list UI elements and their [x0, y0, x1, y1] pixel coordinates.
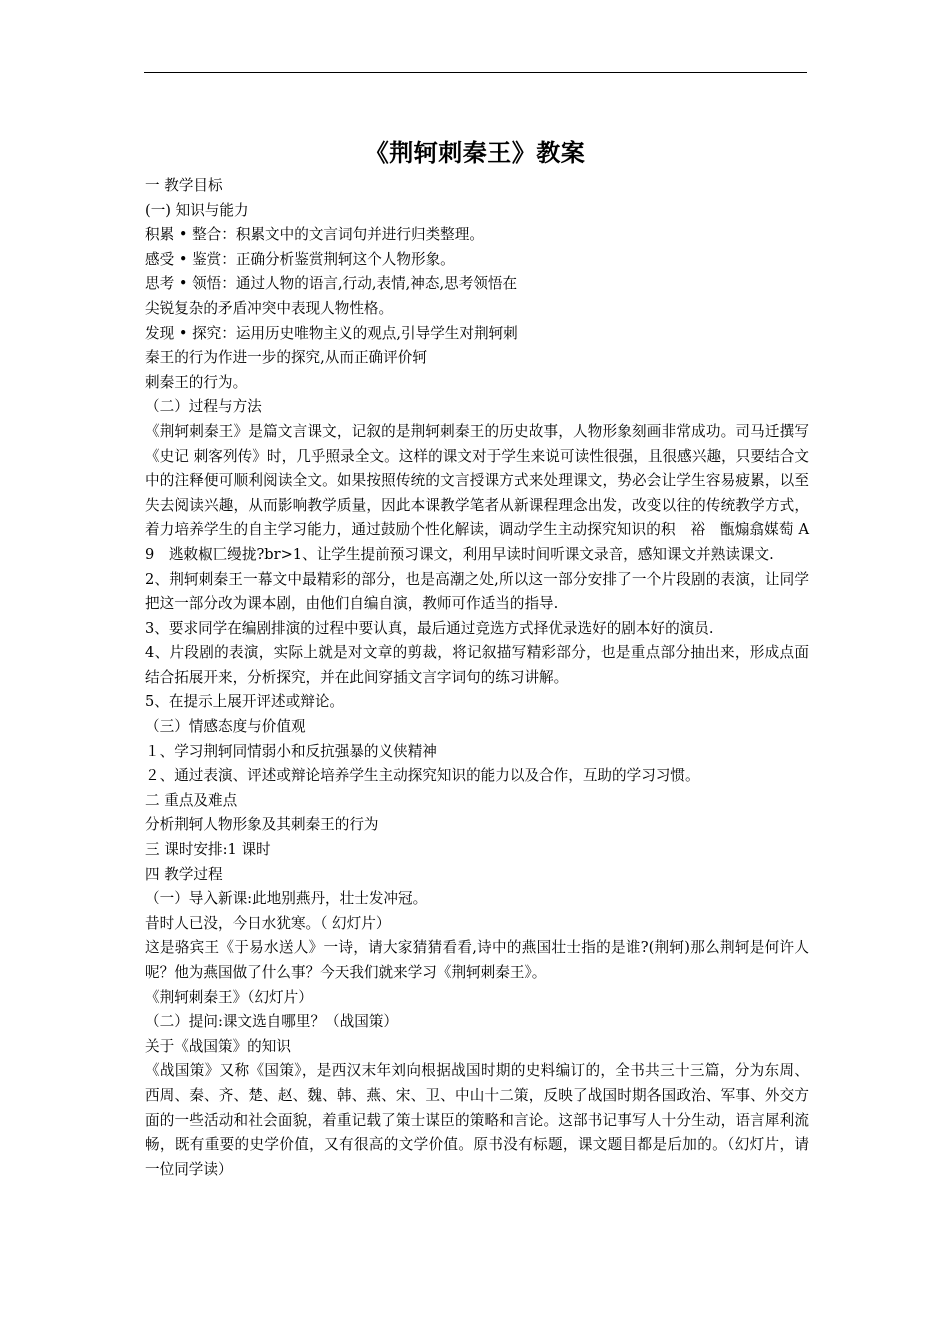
text-line: 秦王的行为作进一步的探究,从而正确评价轲	[145, 349, 427, 367]
text-line: 5、在提示上展开评述或辩论。	[145, 693, 345, 711]
text-line: （二）提问:课文选自哪里？（战国策）	[145, 1013, 399, 1031]
text-line: 思考 • 领悟：通过人物的语言,行动,表情,神态,思考领悟在	[145, 275, 518, 293]
paragraph-item-2: 2、荆轲刺秦王一幕文中最精彩的部分，也是高潮之处,所以这一部分安排了一个片段剧的表演，让同学把这一部分改为课本剧，由他们自编自演，教师可作适当的指导.	[145, 570, 809, 613]
paragraph-zhanguoce: 《战国策》又称《国策》，是西汉末年刘向根据战国时期的史料编订的，全书共三十三篇，分为东周、西周、秦、齐、楚、赵、魏、韩、燕、宋、卫、中山十二策，反映了战国时期各国政治、军事、外交方面的一些活动和社会面貌，着重记载了策士谋臣的策略和言论。这部书记事写人十分生动，语言犀利流畅，既有重要的史学价值，又有很高的文学价值。原书没有标题，课文题目都是后加的。（幻灯片，请一位同学读）	[145, 1062, 809, 1178]
text-line: 关于《战国策》的知识	[145, 1037, 291, 1055]
text-line: １、学习荆轲同情弱小和反抗强暴的义侠精神	[145, 742, 437, 760]
text-line: 感受 • 鉴赏：正确分析鉴赏荆轲这个人物形象。	[145, 250, 455, 268]
paragraph-process-method: 《荆轲刺秦王》是篇文言课文，记叙的是荆轲刺秦王的历史故事，人物形象刻画非常成功。司马迁撰写《史记 刺客列传》时，几乎照录全文。这样的课文对于学生来说可读性很强，且很感兴趣，只要结合文中的注释便可顺利阅读全文。如果按照传统的文言授课方式来处理课文，势必会让学生容易疲累，以至失去阅读兴趣，从而影响教学质量，因此本课教学笔者从新课程理念出发，改变以往的传统教学方式，着力培养学生的自主学习能力，通过鼓励个性化解读，调动学生主动探究知识的积 裕 甑煽翕媒萄 A 9 逃敕椒匸缦拢?br>1、让学生提前预习课文，利用早读时间听课文录音，感知课文并熟读课文.	[145, 422, 809, 563]
header-rule	[144, 72, 807, 73]
text-line: 《荆轲刺秦王》（幻灯片）	[145, 988, 313, 1006]
paragraph-poem-intro: 这是骆宾王《于易水送人》一诗，请大家猜猜看看,诗中的燕国壮士指的是谁?(荆轲)那么荆轲是何许人呢？他为燕国做了什么事？今天我们就来学习《荆轲刺秦王》。	[145, 939, 809, 981]
text-line: （三）情感态度与价值观	[145, 718, 306, 736]
text-line: (一) 知识与能力	[145, 201, 249, 219]
text-line: 分析荆轲人物形象及其刺秦王的行为	[145, 816, 379, 834]
text-line: 二 重点及难点	[145, 791, 238, 809]
text-line: 刺秦王的行为。	[145, 373, 248, 391]
text-line: （一）导入新课:此地别燕丹，壮士发冲冠。	[145, 890, 428, 908]
text-line: 尖锐复杂的矛盾冲突中表现人物性格。	[145, 299, 394, 317]
text-line: 发现 • 探究：运用历史唯物主义的观点,引导学生对荆轲刺	[145, 324, 518, 342]
document-title: 《荆轲刺秦王》教案	[364, 138, 586, 167]
text-line: 积累 • 整合：积累文中的文言词句并进行归类整理。	[145, 226, 484, 244]
text-line: ２、通过表演、评述或辩论培养学生主动探究知识的能力以及合作，互助的学习习惯。	[145, 767, 700, 785]
paragraph-item-4: 4、片段剧的表演，实际上就是对文章的剪裁，将记叙描写精彩部分，也是重点部分抽出来，形成点面结合拓展开来，分析探究，并在此间穿插文言字词句的练习讲解。	[145, 644, 809, 686]
text-line: （二）过程与方法	[145, 398, 262, 416]
paragraph-item-3: 3、要求同学在编剧排演的过程中要认真，最后通过竞选方式择优录选好的剧本好的演员.	[145, 619, 714, 637]
text-line: 一 教学目标	[145, 177, 223, 194]
document-body	[145, 174, 809, 1182]
text-line: 昔时人已没，今日水犹寒。（ 幻灯片）	[145, 914, 391, 932]
text-line: 四 教学过程	[145, 865, 223, 883]
text-line: 三 课时安排:1 课时	[145, 841, 271, 859]
